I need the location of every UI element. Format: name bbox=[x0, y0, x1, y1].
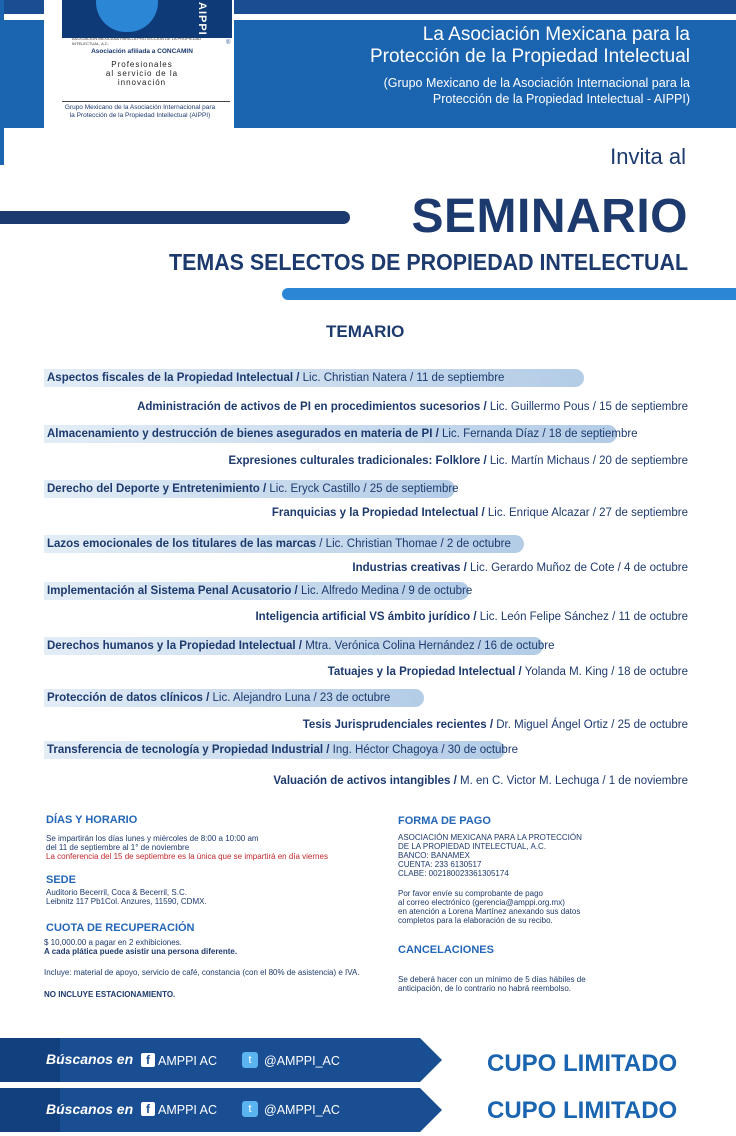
topic-row bbox=[272, 504, 688, 522]
payment-note-line: al correo electrónico (gerencia@amppi.org.mx) bbox=[398, 898, 565, 907]
topic-detail: Yolanda M. King / 18 de octubre bbox=[521, 666, 688, 678]
topic-row bbox=[352, 559, 688, 577]
topic-detail: Lic. Martín Michaus / 20 de septiembre bbox=[486, 455, 688, 467]
logo-tagline bbox=[72, 60, 212, 87]
cupo-limitado: CUPO LIMITADO bbox=[487, 1097, 678, 1124]
logo-group-text bbox=[50, 104, 230, 120]
venue-title: SEDE bbox=[46, 874, 76, 886]
topic-detail: Mtra. Verónica Colina Hernández / 16 de octubre bbox=[302, 640, 555, 652]
schedule-title: DÍAS Y HORARIO bbox=[46, 814, 138, 826]
topic-title: Tatuajes y la Propiedad Intelectual / bbox=[327, 666, 522, 678]
topic-title: Implementación al Sistema Penal Acusatorio / bbox=[47, 585, 298, 597]
tagline-line: al servicio de la bbox=[105, 69, 179, 78]
topic-row bbox=[328, 663, 688, 681]
registered-mark: ® bbox=[226, 40, 231, 46]
logo-group-line: la Protección de la Propiedad Intellectual (AIPPI) bbox=[69, 112, 211, 119]
left-edge-bar bbox=[0, 0, 4, 165]
twitter-link[interactable]: @AMPPI_AC bbox=[264, 1054, 340, 1068]
footer-find-label: Búscanos en bbox=[46, 1051, 134, 1067]
header-subtitle-line: (Grupo Mexicano de la Asociación Internacional para la bbox=[383, 76, 690, 90]
topic-title: Aspectos fiscales de la Propiedad Intelectual / bbox=[47, 372, 300, 384]
facebook-link[interactable]: AMPPI AC bbox=[158, 1103, 218, 1117]
payment-line: ASOCIACIÓN MEXICANA PARA LA PROTECCIÓN bbox=[398, 833, 582, 842]
topic-row bbox=[44, 425, 638, 443]
topic-title: Tesis Jurisprudenciales recientes / bbox=[302, 719, 494, 731]
header-subtitle-line: Protección de la Propiedad Intelectual - AIPPI) bbox=[432, 92, 690, 106]
twitter-link[interactable]: @AMPPI_AC bbox=[264, 1103, 340, 1117]
header-title-line: Protección de la Propiedad Intelectual bbox=[369, 46, 690, 67]
topic-title: Valuación de activos intangibles / bbox=[273, 775, 457, 787]
topic-row bbox=[303, 716, 688, 734]
twitter-icon: t bbox=[242, 1052, 258, 1068]
tagline-line: innovación bbox=[117, 78, 167, 87]
header-title bbox=[370, 24, 690, 68]
topic-row bbox=[137, 398, 688, 416]
payment-line: DE LA PROPIEDAD INTELECTUAL, A.C. bbox=[398, 842, 547, 851]
topic-row bbox=[44, 535, 524, 553]
topic-title: Lazos emocionales de los titulares de las marcas bbox=[47, 538, 317, 550]
cancel-line: Se deberá hacer con un mínimo de 5 días hábiles de bbox=[398, 975, 586, 984]
payment-line: CUENTA: 233 6130517 bbox=[398, 860, 482, 869]
fee-text bbox=[44, 938, 237, 956]
topic-row bbox=[228, 452, 688, 470]
topic-title: Derecho del Deporte y Entretenimiento / bbox=[47, 483, 267, 495]
topic-row bbox=[255, 608, 688, 626]
schedule-note: La conferencia del 15 de septiembre es la única que se impartirá en día viernes bbox=[46, 852, 328, 861]
topic-detail: Dr. Miguel Ángel Ortiz / 25 de octubre bbox=[493, 719, 688, 731]
payment-title: FORMA DE PAGO bbox=[398, 815, 491, 827]
topic-row bbox=[44, 582, 473, 600]
topic-row bbox=[44, 689, 424, 707]
fee-includes: Incluye: material de apoyo, servicio de café, constancia (con el 80% de asistencia) e IVA. bbox=[44, 968, 360, 977]
topic-detail: Lic. Christian Natera / 11 de septiembre bbox=[299, 372, 505, 384]
cancel-title: CANCELACIONES bbox=[398, 944, 494, 956]
logo-group-line: Grupo Mexicano de la Asociación Internacional para bbox=[64, 104, 216, 111]
topic-row bbox=[44, 741, 519, 759]
tagline-line: Profesionales bbox=[111, 60, 173, 69]
payment-details bbox=[398, 833, 582, 878]
payment-line: CLABE: 002180023361305174 bbox=[398, 869, 509, 878]
venue-line: Leibnitz 117 Pb1Col. Anzures, 11590, CDMX. bbox=[46, 897, 207, 906]
facebook-link[interactable]: AMPPI AC bbox=[158, 1054, 218, 1068]
payment-note-line: completos para la elaboración de su recibo. bbox=[398, 916, 553, 925]
payment-note-line: en atención a Lorena Martínez anexando sus datos bbox=[398, 907, 581, 916]
logo-divider bbox=[62, 101, 230, 102]
topic-title: Protección de datos clínicos / bbox=[47, 692, 210, 704]
facebook-icon: f bbox=[141, 1102, 155, 1116]
topic-row bbox=[273, 772, 688, 790]
schedule-text bbox=[46, 834, 328, 861]
schedule-line: Se impartirán los días lunes y miércoles de 8:00 a 10:00 am bbox=[46, 834, 259, 843]
seminar-title: SEMINARIO bbox=[411, 190, 688, 243]
topic-detail: / Lic. Christian Thomae / 2 de octubre bbox=[316, 538, 511, 550]
twitter-icon: t bbox=[242, 1101, 258, 1117]
fee-line: $ 10,000.00 a pagar en 2 exhibiciones. bbox=[44, 938, 182, 947]
venue-text bbox=[46, 888, 207, 906]
topic-detail: Lic. Eryck Castillo / 25 de septiembre bbox=[266, 483, 459, 495]
venue-line: Auditorio Becerril, Coca & Becerril, S.C. bbox=[46, 888, 187, 897]
decor-bar-right bbox=[282, 288, 736, 300]
topic-title: Administración de activos de PI en procedimientos sucesorios / bbox=[137, 401, 487, 413]
topic-detail: Lic. Alfredo Medina / 9 de octubre bbox=[297, 585, 473, 597]
cancel-line: anticipación, de lo contrario no habrá reembolso. bbox=[398, 984, 571, 993]
topic-title: Industrias creativas / bbox=[352, 562, 467, 574]
schedule-line: del 11 de septiembre al 1° de noviembre bbox=[46, 843, 190, 852]
fee-no-parking: NO INCLUYE ESTACIONAMIENTO. bbox=[44, 990, 176, 999]
logo-fine-print: ASOCIACIÓN MEXICANA PARA LA PROTECCIÓN DE LA PROPIEDAD INTELECTUAL, A.C. bbox=[72, 36, 202, 46]
payment-line: BANCO: BANAMEX bbox=[398, 851, 471, 860]
payment-note bbox=[398, 889, 626, 925]
topic-detail: Lic. Fernanda Díaz / 18 de septiembre bbox=[438, 428, 638, 440]
decor-bar-left bbox=[0, 211, 350, 224]
cupo-limitado: CUPO LIMITADO bbox=[487, 1050, 678, 1077]
topic-detail: Lic. León Felipe Sánchez / 11 de octubre bbox=[476, 611, 688, 623]
topic-title: Transferencia de tecnología y Propiedad Industrial / bbox=[47, 744, 330, 756]
topic-detail: Lic. Guillermo Pous / 15 de septiembre bbox=[486, 401, 688, 413]
topic-row bbox=[44, 369, 584, 387]
topic-detail: M. en C. Victor M. Lechuga / 1 de noviembre bbox=[456, 775, 688, 787]
seminar-subtitle: TEMAS SELECTOS DE PROPIEDAD INTELECTUAL bbox=[169, 249, 688, 275]
topic-detail: Lic. Gerardo Muñoz de Cote / 4 de octubre bbox=[466, 562, 688, 574]
payment-note-line: Por favor envíe su comprobante de pago bbox=[398, 889, 543, 898]
footer-find-label: Búscanos en bbox=[46, 1101, 134, 1117]
topic-title: Expresiones culturales tradicionales: Folklore / bbox=[228, 455, 487, 467]
fee-title: CUOTA DE RECUPERACIÓN bbox=[46, 922, 195, 934]
topic-detail: Lic. Enrique Alcazar / 27 de septiembre bbox=[484, 507, 688, 519]
cancel-text bbox=[398, 975, 586, 993]
topic-row bbox=[44, 637, 555, 655]
topic-title: Derechos humanos y la Propiedad Intelectual / bbox=[47, 640, 302, 652]
temario-title: TEMARIO bbox=[326, 322, 405, 341]
fee-line: A cada plática puede asistir una persona diferente. bbox=[44, 947, 238, 956]
header-subtitle bbox=[384, 75, 690, 107]
logo-text: AIPPI bbox=[196, 2, 208, 36]
invite-text: Invita al bbox=[610, 144, 686, 169]
topic-detail: Lic. Alejandro Luna / 23 de octubre bbox=[209, 692, 391, 704]
topic-title: Almacenamiento y destrucción de bienes asegurados en materia de PI / bbox=[47, 428, 439, 440]
header-title-line: La Asociación Mexicana para la bbox=[422, 24, 690, 45]
facebook-icon: f bbox=[141, 1053, 155, 1067]
topic-detail: Ing. Héctor Chagoya / 30 de octubre bbox=[329, 744, 519, 756]
topic-title: Franquicias y la Propiedad Intelectual / bbox=[271, 507, 485, 519]
topic-title: Inteligencia artificial VS ámbito jurídico / bbox=[255, 611, 477, 623]
logo-affiliate: Asociación afiliada a CONCAMIN bbox=[91, 48, 193, 55]
topic-row bbox=[44, 480, 459, 498]
